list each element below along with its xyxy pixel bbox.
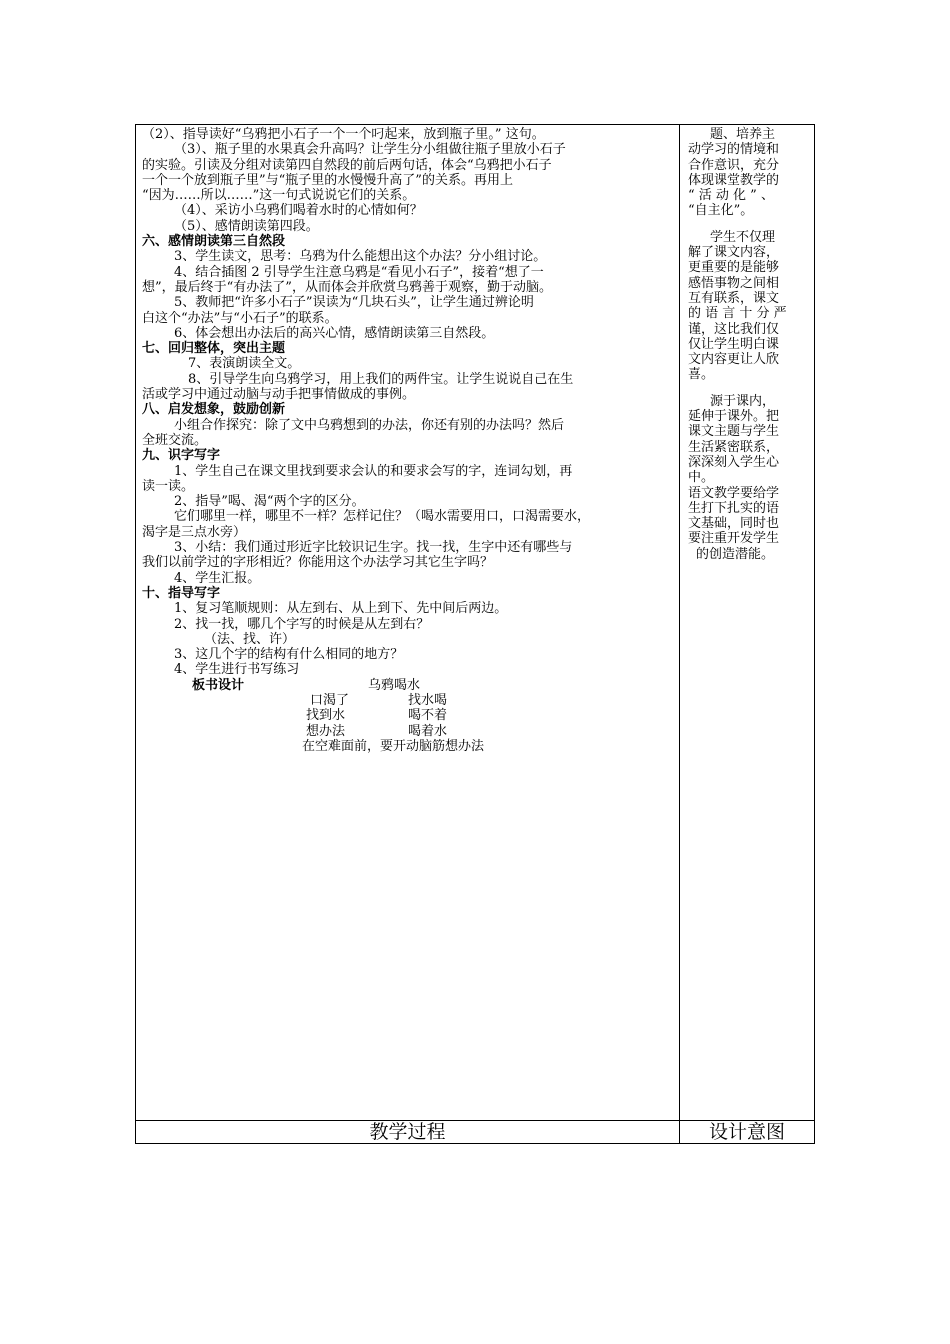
text-line: 7、表演朗读全文。 <box>188 356 301 372</box>
text-line: 4、结合插图 2 引导学生注意乌鸦是“看见小石子”，接着“想了一 <box>174 264 544 280</box>
text-line: 白这个“办法”与“小石子”的联系。 <box>142 310 338 326</box>
text-line: 1、学生自己在课文里找到要求会认的和要求会写的字，连词勾划，再 <box>174 463 573 479</box>
note-line: 喜。 <box>688 367 715 383</box>
text-line: 的实验。引读及分组对读第四自然段的前后两句话，体会“乌鸦把小石子 <box>142 157 552 173</box>
text-line: （5）、感情朗读第四段。 <box>174 218 319 234</box>
note-line: 源于课内， <box>710 393 776 409</box>
note-line: 深深刻入学生心 <box>688 454 780 470</box>
board-row <box>142 708 675 723</box>
text-line: 想”，最后终于“有办法了”，从而体会并欣赏乌鸦善于观察，勤于动脑。 <box>142 279 552 295</box>
text-line: 它们哪里一样，哪里不一样？怎样记住？（喝水需要用口，口渴需要水， <box>174 509 591 525</box>
design-intent-label: 设计意图 <box>679 1121 814 1144</box>
board-title: 乌鸦喝水 <box>368 677 421 693</box>
note-line: 延伸于课外。把 <box>688 409 780 425</box>
table-footer-row <box>136 1120 814 1144</box>
board-cell: 想办法 <box>306 723 346 739</box>
text-line: 全班交流。 <box>142 432 208 448</box>
section-heading: 十、指导写字 <box>142 585 221 601</box>
note-line: 的 语 言 十 分 严 <box>688 306 787 322</box>
board-summary: 在空难面前，要开动脑筋想办法 <box>302 738 485 754</box>
note-line: 题、培养主 <box>710 127 776 142</box>
note-line: 动学习的情境和 <box>688 142 780 158</box>
board-design-header <box>142 678 675 693</box>
note-line: 的创造潜能。 <box>696 546 775 562</box>
board-row <box>142 724 675 739</box>
note-line: 中。 <box>688 470 715 486</box>
note-line: 文内容更让人欣 <box>688 352 780 368</box>
note-line: 学生不仅理 <box>710 229 776 245</box>
section-heading: 八、启发想象，鼓励创新 <box>142 402 286 418</box>
text-line: 我们以前学过的字形相近？你能用这个办法学习其它生字吗？ <box>142 555 494 571</box>
section-heading: 九、识字写字 <box>142 448 221 464</box>
note-line: 生打下扎实的语 <box>688 500 780 516</box>
text-line: （4）、采访小乌鸦们喝着水时的心情如何？ <box>174 203 423 219</box>
board-design-label: 板书设计 <box>192 677 245 693</box>
design-intent-column <box>679 125 814 1120</box>
text-line: 4、学生进行书写练习 <box>174 662 300 678</box>
teaching-process-column <box>136 125 679 1120</box>
text-line: 8、引导学生向乌鸦学习，用上我们的两件宝。让学生说说自己在生 <box>188 371 574 387</box>
board-row <box>142 693 675 708</box>
text-line: （2）、指导读好“乌鸦把小石子一个一个叼起来，放到瓶子里。” 这句。 <box>142 127 545 142</box>
note-line: 课文主题与学生 <box>688 424 780 440</box>
text-line: 2、指导”喝、渴“两个字的区分。 <box>174 494 365 510</box>
note-line: 文基础，同时也 <box>688 516 780 532</box>
board-cell: 喝着水 <box>408 723 448 739</box>
section-heading: 六、感情朗读第三自然段 <box>142 234 286 250</box>
text-line: 一个一个放到瓶子里”与“瓶子里的水慢慢升高了”的关系。再用上 <box>142 172 513 188</box>
text-line: 2、找一找，哪几个字写的时候是从左到右？ <box>174 616 430 632</box>
text-line: 活或学习中通过动脑与动手把事情做成的事例。 <box>142 387 416 403</box>
teaching-process-label: 教学过程 <box>369 1121 446 1143</box>
text-line: （3）、瓶子里的水果真会升高吗？让学生分小组做往瓶子里放小石子 <box>174 142 566 158</box>
board-cell: 找水喝 <box>408 692 448 708</box>
note-line: 要注重开发学生 <box>688 531 780 547</box>
note-line: 谨，这比我们仅 <box>688 321 780 337</box>
note-line: 互有联系，课文 <box>688 290 780 306</box>
note-line: 解了课文内容， <box>688 245 780 261</box>
text-line: 3、这几个字的结构有什么相同的地方？ <box>174 647 404 663</box>
note-line: 仅让学生明白课 <box>688 336 780 352</box>
note-line: “自主化”。 <box>688 203 754 219</box>
text-line: 3、小结：我们通过形近字比较识记生字。找一找，生字中还有哪些与 <box>174 540 573 556</box>
text-line: “因为……所以……”这一句式说说它们的关系。 <box>142 188 416 204</box>
note-line: “ 活 动 化 ” 、 <box>688 188 774 204</box>
text-line: 小组合作探究：除了文中乌鸦想到的办法，你还有别的办法吗？然后 <box>174 417 565 433</box>
text-line: 4、学生汇报。 <box>174 570 261 586</box>
text-line: 1、复习笔顺规则：从左到右、从上到下、先中间后两边。 <box>174 601 508 617</box>
note-line: 合作意识，充分 <box>688 157 780 173</box>
board-cell: 口渴了 <box>310 692 350 708</box>
text-line: 渴字是三点水旁） <box>142 524 247 540</box>
note-line: 感悟事物之间相 <box>688 275 780 291</box>
text-line: （法、找、许） <box>204 631 296 647</box>
lesson-plan-table <box>135 124 815 1144</box>
note-line: 生活紧密联系， <box>688 439 780 455</box>
section-heading: 七、回归整体，突出主题 <box>142 341 286 357</box>
text-line: 3、学生读文，思考：乌鸦为什么能想出这个办法？分小组讨论。 <box>174 249 547 265</box>
note-line: 体现课堂教学的 <box>688 172 780 188</box>
note-line: 更重要的是能够 <box>688 260 780 276</box>
text-line: 5、教师把“许多小石子”误读为“几块石头”，让学生通过辨论明 <box>174 295 534 311</box>
board-cell: 找到水 <box>306 708 346 724</box>
board-summary-row <box>142 739 675 754</box>
note-line: 语文教学要给学 <box>688 485 780 501</box>
text-line: 读一读。 <box>142 478 195 494</box>
board-cell: 喝不着 <box>408 708 448 724</box>
text-line: 6、体会想出办法后的高兴心情，感情朗读第三自然段。 <box>174 325 495 341</box>
